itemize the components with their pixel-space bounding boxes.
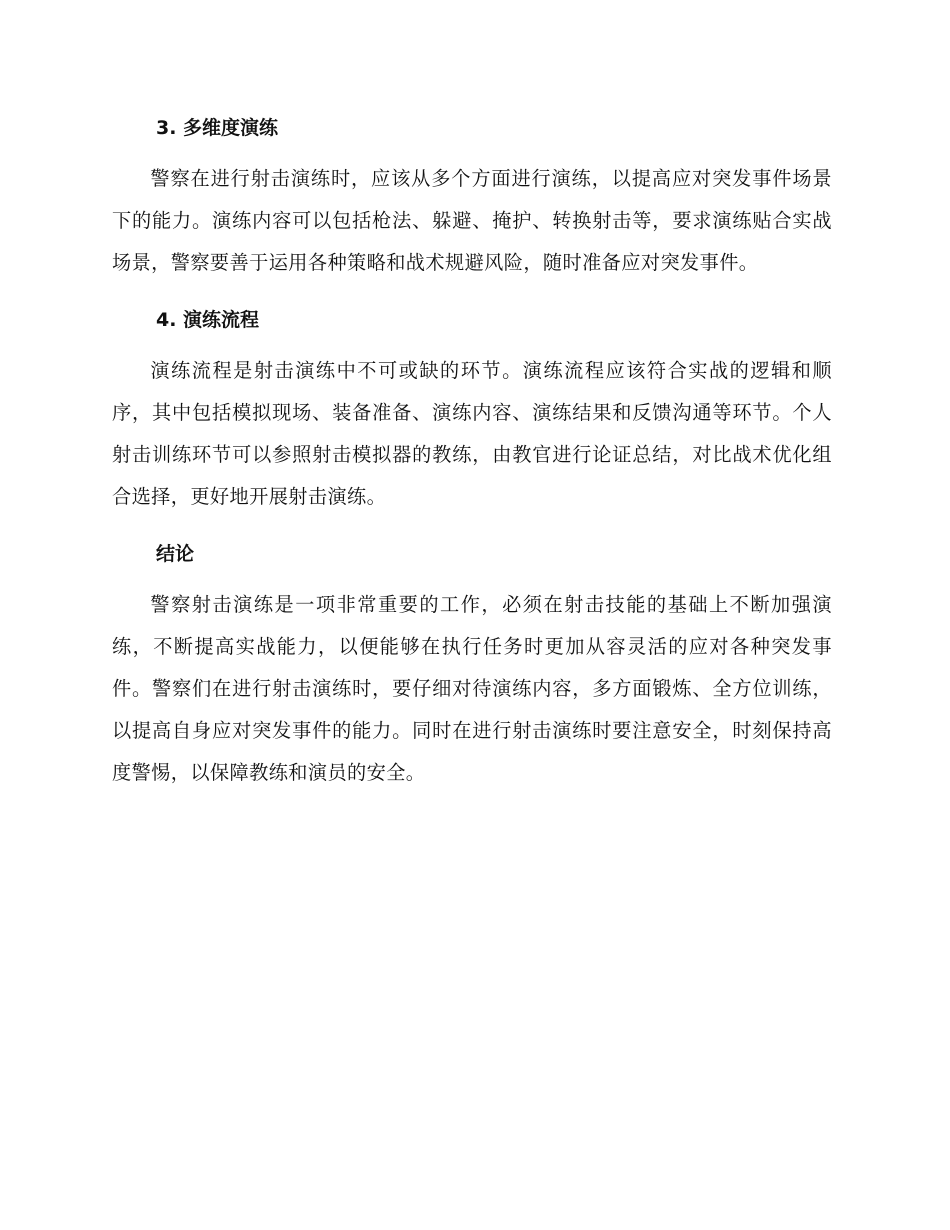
section-heading-conclusion: 结论 [156,543,195,565]
section-paragraph-multidimensional-drill: 警察在进行射击演练时，应该从多个方面进行演练，以提高应对突发事件场景下的能力。演练内容可以包括枪法、躲避、掩护、转换射击等，要求演练贴合实战场景，警察要善于运用各种策略和战术规避风险，随时准备应对突发事件。 [112,167,832,274]
section-paragraph-drill-process: 演练流程是射击演练中不可或缺的环节。演练流程应该符合实战的逻辑和顺序，其中包括模拟现场、装备准备、演练内容、演练结果和反馈沟通等环节。个人射击训练环节可以参照射击模拟器的教练，由教官进行论证总结，对比战术优化组合选择，更好地开展射击演练。 [112,359,832,508]
section-heading-multidimensional-drill: 3. 多维度演练 [156,117,279,139]
section-paragraph-conclusion: 警察射击演练是一项非常重要的工作，必须在射击技能的基础上不断加强演练，不断提高实战能力，以便能够在执行任务时更加从容灵活的应对各种突发事件。警察们在进行射击演练时，要仔细对待演练内容，多方面锻炼、全方位训练，以提高自身应对突发事件的能力。同时在进行射击演练时要注意安全，时刻保持高度警惕，以保障教练和演员的安全。 [112,593,832,784]
section-heading-drill-process: 4. 演练流程 [156,309,260,331]
document-body [112,108,832,810]
